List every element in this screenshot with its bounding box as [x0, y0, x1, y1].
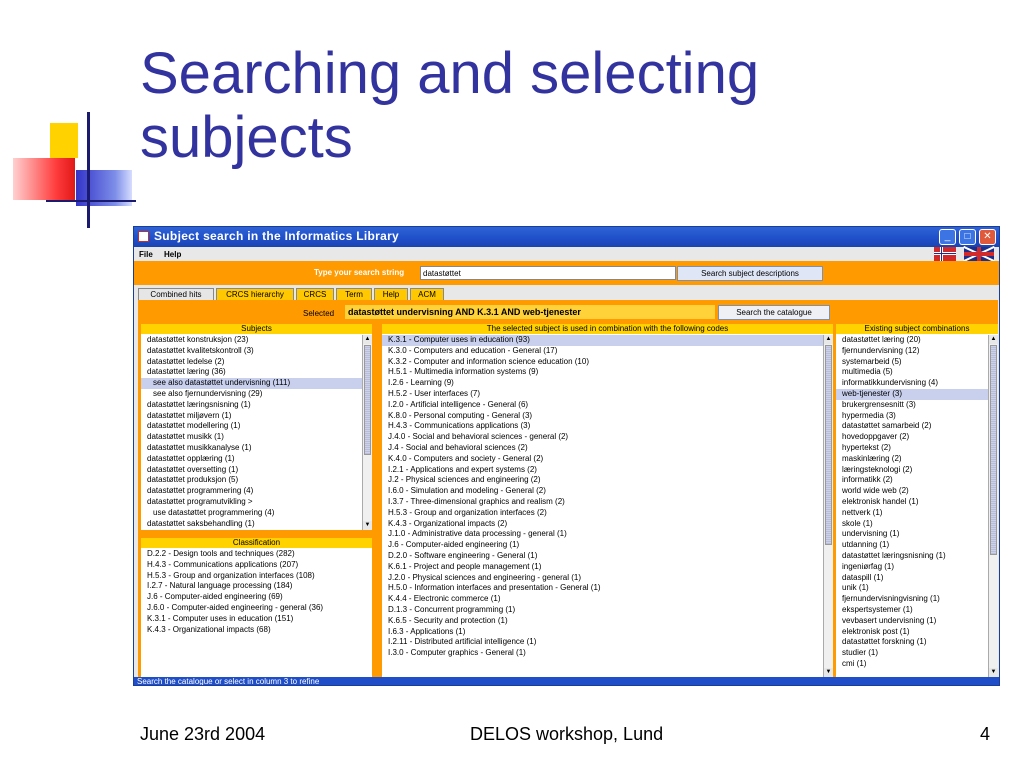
list-item[interactable]: D.1.3 - Concurrent programming (1)	[388, 604, 516, 614]
list-item[interactable]: fjernundervisning (12)	[842, 345, 920, 355]
list-item[interactable]: datastøttet samarbeid (2)	[842, 421, 932, 431]
list-item[interactable]: K.6.1 - Project and people management (1)	[388, 561, 542, 571]
list-item[interactable]: datastøttet musikkanalyse (1)	[147, 442, 252, 452]
classification-header: Classification	[141, 538, 372, 548]
list-item[interactable]: K.4.4 - Electronic commerce (1)	[388, 594, 501, 604]
list-item[interactable]: datastøttet opplæring (1)	[147, 453, 235, 463]
list-item[interactable]: hypermedia (3)	[842, 410, 896, 420]
list-item[interactable]: hypertekst (2)	[842, 442, 891, 452]
list-item[interactable]: utdanning (1)	[842, 540, 890, 550]
scroll-down-icon[interactable]: ▼	[825, 669, 832, 675]
existing-combinations-list	[836, 335, 988, 677]
list-item[interactable]: datastøttet modellering (1)	[147, 421, 241, 431]
list-item[interactable]: datastøttet konstruksjon (23)	[147, 335, 249, 344]
tab-acm[interactable]: ACM	[410, 288, 444, 300]
subjects-list	[141, 335, 362, 530]
list-item[interactable]: datastøttet programutvikling >	[147, 496, 253, 506]
list-item[interactable]: datastøttet programmering (4)	[147, 486, 254, 496]
menu-help[interactable]: Help	[164, 250, 182, 259]
list-item[interactable]: K.4.3 - Organizational impacts (2)	[388, 518, 508, 528]
list-item[interactable]: K.6.5 - Security and protection (1)	[388, 615, 508, 625]
list-item[interactable]: K.4.3 - Organizational impacts (68)	[147, 624, 271, 634]
list-item[interactable]: K.3.1 - Computer uses in education (151)	[147, 613, 294, 623]
app-icon	[138, 231, 149, 242]
list-item[interactable]: H.5.3 - Group and organization interfaces (2)	[388, 507, 547, 517]
footer-event: DELOS workshop, Lund	[470, 724, 664, 744]
list-item[interactable]: brukergrensesnitt (3)	[842, 399, 916, 409]
list-item[interactable]: ingeniørfag (1)	[842, 561, 895, 571]
decoration-horizontal-line	[46, 200, 136, 202]
list-item[interactable]: multimedia (5)	[842, 367, 893, 377]
list-item[interactable]: J.4 - Social and behavioral sciences (2)	[388, 442, 528, 452]
list-item[interactable]: nettverk (1)	[842, 507, 883, 517]
list-item[interactable]: maskinlæring (2)	[842, 453, 902, 463]
list-item[interactable]: fjernundervisningvisning (1)	[842, 594, 940, 604]
selected-query-field: datastøttet undervisning AND K.3.1 AND web-tjenester	[345, 305, 715, 319]
window-title: Subject search in the Informatics Library	[154, 229, 400, 243]
selected-label: Selected	[303, 309, 335, 318]
tab-crcs-hierarchy[interactable]: CRCS hierarchy	[216, 288, 294, 300]
list-item[interactable]: datastøttet miljøvern (1)	[147, 410, 232, 420]
list-item[interactable]: I.2.11 - Distributed artificial intelligence (1)	[388, 637, 537, 647]
list-item[interactable]: I.2.0 - Artificial intelligence - General (6)	[388, 399, 529, 409]
decoration-red-bar	[13, 158, 75, 200]
list-item[interactable]: ekspertsystemer (1)	[842, 604, 913, 614]
list-item[interactable]: undervisning (1)	[842, 529, 900, 539]
list-item[interactable]: I.6.3 - Applications (1)	[388, 626, 466, 636]
scroll-down-icon[interactable]: ▼	[364, 522, 371, 528]
list-item[interactable]: datastøttet kvalitetskontroll (3)	[147, 345, 254, 355]
list-item[interactable]: læringsteknologi (2)	[842, 464, 913, 474]
scroll-thumb[interactable]	[364, 345, 371, 455]
list-item[interactable]: I.2.1 - Applications and expert systems (2)	[388, 464, 537, 474]
list-item[interactable]: I.6.0 - Simulation and modeling - General (2)	[388, 486, 546, 496]
list-item[interactable]: K.8.0 - Personal computing - General (3)	[388, 410, 533, 420]
decoration-vertical-line	[87, 112, 90, 228]
list-item[interactable]: I.2.7 - Natural language processing (184)	[147, 581, 293, 591]
classification-list	[141, 549, 372, 677]
maximize-button[interactable]: □	[959, 229, 976, 245]
list-item[interactable]: K.3.0 - Computers and education - General (17)	[388, 345, 558, 355]
list-item[interactable]: datastøttet læringsnisning (1)	[842, 550, 946, 560]
list-item[interactable]: J.6 - Computer-aided engineering (1)	[388, 540, 520, 550]
list-item[interactable]: datastøttet saksbehandling (1)	[147, 518, 255, 528]
menu-file[interactable]: File	[139, 250, 153, 259]
list-item[interactable]: informatikk (2)	[842, 475, 893, 485]
list-item[interactable]: J.2.0 - Physical sciences and engineering - general (1)	[388, 572, 581, 582]
list-item[interactable]: informatikkundervisning (4)	[842, 378, 939, 388]
list-item[interactable]: datastøttet læring (36)	[147, 367, 226, 377]
list-item[interactable]: elektronisk handel (1)	[842, 496, 919, 506]
list-item[interactable]: K.3.1 - Computer uses in education (93)	[382, 335, 823, 346]
list-item[interactable]: K.4.0 - Computers and society - General (2)	[388, 453, 544, 463]
list-item[interactable]: H.4.3 - Communications applications (207)	[147, 559, 299, 569]
menu-bar	[134, 247, 999, 261]
scroll-up-icon[interactable]: ▲	[825, 336, 832, 342]
list-item[interactable]: H.4.3 - Communications applications (3)	[388, 421, 531, 431]
scroll-thumb[interactable]	[825, 345, 832, 545]
list-item[interactable]: J.6 - Computer-aided engineering (69)	[147, 592, 283, 602]
existing-combinations-header: Existing subject combinations	[836, 324, 998, 334]
list-item[interactable]: J.6.0 - Computer-aided engineering - general (36)	[147, 602, 324, 612]
tab-combined-hits[interactable]: Combined hits	[138, 288, 214, 300]
list-item[interactable]: I.3.7 - Three-dimensional graphics and realism (2)	[388, 496, 565, 506]
list-item[interactable]: D.2.0 - Software engineering - General (1)	[388, 550, 538, 560]
footer-date: June 23rd 2004	[140, 724, 266, 744]
search-catalogue-button[interactable]: Search the catalogue	[718, 305, 830, 320]
list-item[interactable]: I.2.6 - Learning (9)	[388, 378, 454, 388]
existing-scrollbar[interactable]	[988, 335, 998, 677]
subjects-scrollbar[interactable]	[362, 335, 372, 530]
list-item[interactable]: J.1.0 - Administrative data processing - general (1)	[388, 529, 567, 539]
search-input[interactable]	[420, 266, 676, 280]
list-item[interactable]: H.5.2 - User interfaces (7)	[388, 388, 481, 398]
tab-term[interactable]: Term	[336, 288, 372, 300]
slide-title: Searching and selecting subjects	[140, 41, 760, 170]
list-item[interactable]: K.3.2 - Computer and information science education (10)	[388, 356, 589, 366]
list-item[interactable]: I.3.0 - Computer graphics - General (1)	[388, 648, 526, 658]
search-bar	[134, 261, 999, 285]
list-item[interactable]: skole (1)	[842, 518, 873, 528]
list-item[interactable]: datastøttet oversetting (1)	[147, 464, 239, 474]
tab-help[interactable]: Help	[374, 288, 408, 300]
slide-number: 4	[980, 724, 991, 744]
english-flag-icon[interactable]	[964, 247, 994, 261]
scroll-down-icon[interactable]: ▼	[990, 669, 997, 675]
list-item[interactable]: world wide web (2)	[842, 486, 909, 496]
combination-scrollbar[interactable]	[823, 335, 833, 677]
decoration-yellow-square	[50, 123, 78, 158]
list-item[interactable]: dataspill (1)	[842, 572, 884, 582]
status-bar: Search the catalogue or select in column 3 to refine	[134, 677, 999, 686]
existing-combinations-panel	[836, 324, 998, 677]
list-item[interactable]: vevbasert undervisning (1)	[842, 615, 937, 625]
combination-list-panel	[382, 324, 833, 677]
minimize-button[interactable]: _	[939, 229, 956, 245]
list-item[interactable]: hovedoppgaver (2)	[842, 432, 910, 442]
close-button[interactable]: ✕	[979, 229, 996, 245]
list-item[interactable]: H.5.0 - Information interfaces and presentation - General (1)	[388, 583, 601, 593]
subjects-header: Subjects	[141, 324, 372, 334]
app-window	[133, 226, 1000, 686]
search-subject-descriptions-button[interactable]: Search subject descriptions	[677, 266, 823, 281]
scroll-up-icon[interactable]: ▲	[364, 336, 371, 342]
list-item[interactable]: D.2.2 - Design tools and techniques (282)	[147, 549, 295, 558]
list-item[interactable]: use datastøttet programmering (4)	[153, 507, 275, 517]
list-item[interactable]: datastøttet læringsnisning (1)	[147, 399, 251, 409]
list-item[interactable]: web-tjenester (3)	[836, 389, 988, 400]
list-item[interactable]: H.5.1 - Multimedia information systems (9)	[388, 367, 539, 377]
scroll-up-icon[interactable]: ▲	[990, 336, 997, 342]
list-item[interactable]: datastøttet forskning (1)	[842, 637, 927, 647]
list-item[interactable]: J.4.0 - Social and behavioral sciences - general (2)	[388, 432, 569, 442]
combination-header: The selected subject is used in combination with the following codes	[382, 324, 833, 334]
tab-crcs[interactable]: CRCS	[296, 288, 334, 300]
scroll-thumb[interactable]	[990, 345, 997, 555]
list-item[interactable]: cmi (1)	[842, 658, 867, 668]
list-item[interactable]: datastøttet ledelse (2)	[147, 356, 225, 366]
list-item[interactable]: unik (1)	[842, 583, 869, 593]
classification-list-panel	[141, 538, 372, 677]
subjects-list-panel	[141, 324, 372, 530]
title-bar	[134, 227, 999, 247]
combination-list	[382, 335, 823, 677]
list-item[interactable]: datastøttet musikk (1)	[147, 432, 224, 442]
combined-hits-panel	[138, 300, 998, 677]
list-item[interactable]: datastøttet læring (20)	[842, 335, 921, 344]
list-item[interactable]: J.2 - Physical sciences and engineering (2)	[388, 475, 541, 485]
list-item[interactable]: elektronisk post (1)	[842, 626, 910, 636]
list-item[interactable]: see also datastøttet undervisning (111)	[141, 378, 362, 389]
search-label: Type your search string	[314, 268, 405, 277]
list-item[interactable]: H.5.3 - Group and organization interfaces (108)	[147, 570, 315, 580]
norwegian-flag-icon[interactable]	[934, 247, 956, 261]
list-item[interactable]: see also fjernundervisning (29)	[153, 388, 263, 398]
list-item[interactable]: datastøttet produksjon (5)	[147, 475, 239, 485]
list-item[interactable]: systemarbeid (5)	[842, 356, 902, 366]
list-item[interactable]: studier (1)	[842, 648, 879, 658]
